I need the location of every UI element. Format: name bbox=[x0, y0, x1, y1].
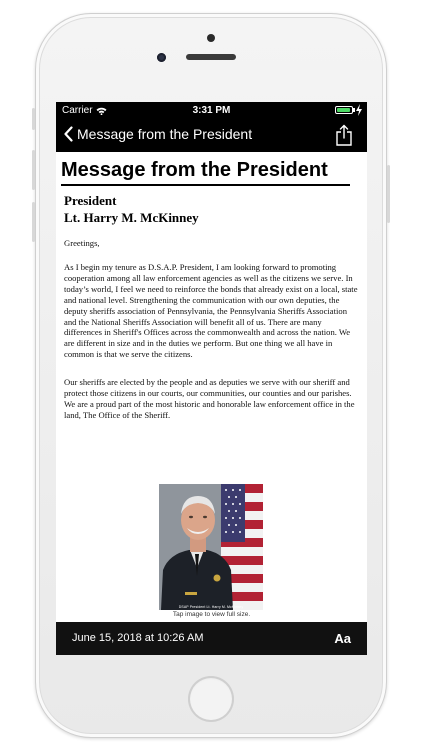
status-bar bbox=[56, 102, 367, 120]
paragraph-2: Our sheriffs are elected by the people and as deputies we serve with our sheriff and protect those citizens in our courts, our communities, our counties and our parishes. We are a proud part of the most historic and honorable law enforcement office in the land, The Office of the Sheriff. bbox=[64, 377, 355, 420]
front-camera bbox=[157, 53, 166, 62]
battery-level bbox=[337, 108, 350, 112]
share-icon[interactable] bbox=[335, 124, 353, 146]
author-role: President bbox=[64, 193, 117, 208]
article-title: Message from the President bbox=[61, 159, 328, 181]
bottom-toolbar bbox=[56, 622, 367, 655]
back-button[interactable] bbox=[64, 126, 252, 142]
chevron-left-icon bbox=[64, 126, 73, 142]
text-size-button[interactable]: Aa bbox=[334, 631, 351, 646]
proximity-sensor bbox=[207, 34, 215, 42]
president-photo[interactable] bbox=[159, 484, 263, 610]
volume-up-button bbox=[32, 150, 35, 190]
author-name: Lt. Harry M. McKinney bbox=[64, 210, 199, 225]
status-time: 3:31 PM bbox=[192, 105, 231, 116]
title-divider bbox=[61, 184, 350, 186]
greeting: Greetings, bbox=[64, 238, 100, 248]
carrier-label: Carrier bbox=[62, 105, 93, 116]
mute-switch bbox=[32, 108, 35, 130]
earpiece-speaker bbox=[186, 54, 236, 60]
photo-caption: DSAP President Lt. Harry M. McKinney bbox=[178, 605, 244, 609]
portrait-image bbox=[159, 484, 263, 610]
tap-image-caption: Tap image to view full size. bbox=[172, 611, 251, 618]
charging-bolt-icon bbox=[355, 104, 363, 116]
article-date: June 15, 2018 at 10:26 AM bbox=[72, 632, 204, 644]
screen bbox=[56, 102, 367, 655]
power-button bbox=[387, 165, 390, 223]
back-button-label: Message from the President bbox=[77, 126, 253, 142]
volume-down-button bbox=[32, 202, 35, 242]
article-content[interactable] bbox=[56, 152, 367, 622]
paragraph-1: As I begin my tenure as D.S.A.P. President, I am looking forward to promoting cooperation among all law enforcement agencies as well as the citizens we serve. In today’s world, I feel we need to reinforce the bonds that already exist on a local, state and national level. Strengthening the communication with our own deputies, the deputy sheriffs association of Pennsylvania, the Pennsylvania Sheriffs Association and the National Sheriffs Association will benefit all of us. There are many differences in Sheriff's Offices across the commonwealth and across the nation. We are different in size and in the duties we perform. But one thing we all have in common is that we serve the citizens. bbox=[64, 262, 358, 360]
home-button[interactable] bbox=[188, 676, 234, 722]
navigation-bar bbox=[56, 120, 367, 152]
battery-icon bbox=[335, 106, 353, 114]
